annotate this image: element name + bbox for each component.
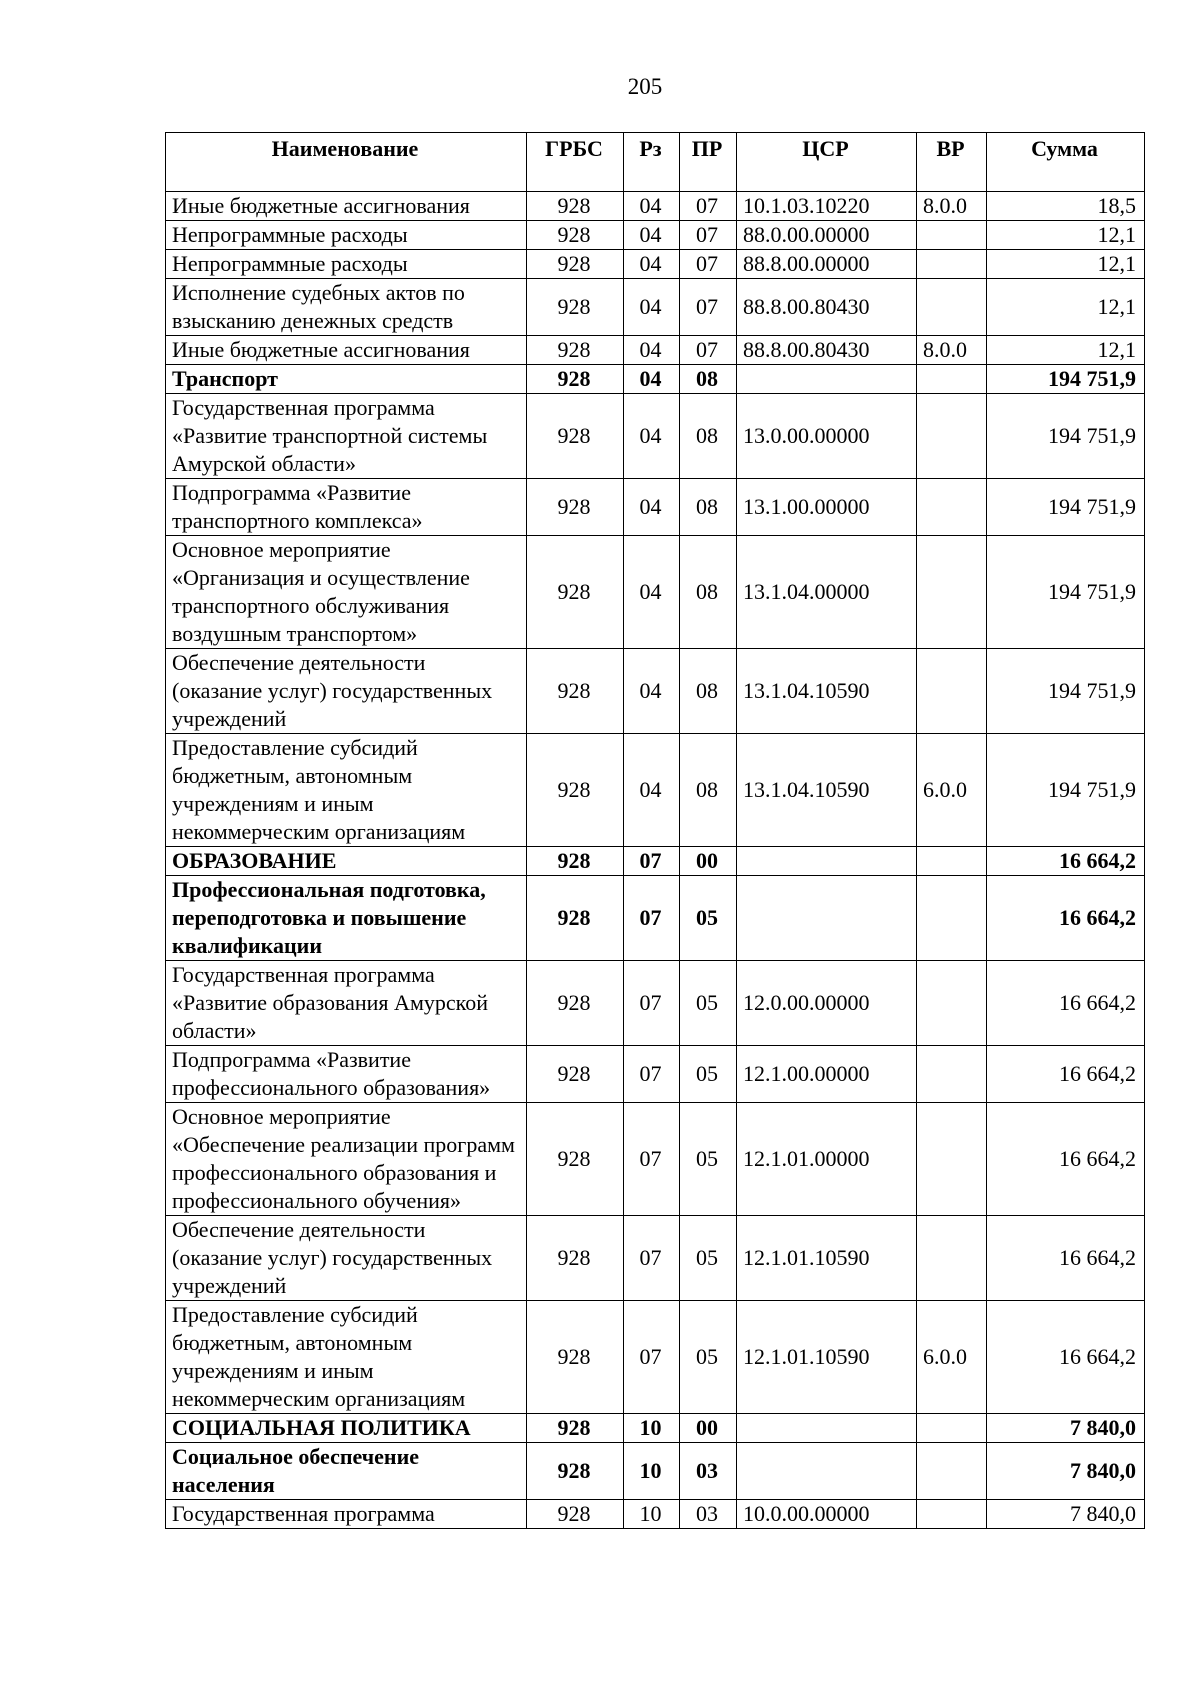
cell-name: Транспорт xyxy=(166,365,527,394)
cell-rz: 10 xyxy=(624,1414,680,1443)
cell-grbs: 928 xyxy=(527,479,624,536)
cell-csr: 13.1.04.00000 xyxy=(737,536,917,649)
cell-vr xyxy=(917,479,987,536)
cell-grbs: 928 xyxy=(527,250,624,279)
cell-rz: 07 xyxy=(624,876,680,961)
cell-sum: 194 751,9 xyxy=(987,479,1145,536)
table-row-section xyxy=(166,365,1145,394)
cell-rz: 04 xyxy=(624,536,680,649)
cell-pr: 00 xyxy=(680,1414,737,1443)
cell-vr xyxy=(917,961,987,1046)
cell-grbs: 928 xyxy=(527,847,624,876)
cell-sum: 12,1 xyxy=(987,250,1145,279)
cell-pr: 05 xyxy=(680,1103,737,1216)
cell-grbs: 928 xyxy=(527,1414,624,1443)
cell-csr: 10.1.03.10220 xyxy=(737,192,917,221)
cell-vr xyxy=(917,876,987,961)
cell-csr: 12.1.01.10590 xyxy=(737,1301,917,1414)
cell-csr xyxy=(737,1414,917,1443)
cell-csr: 88.0.00.00000 xyxy=(737,221,917,250)
table-row xyxy=(166,250,1145,279)
table-row-section xyxy=(166,1414,1145,1443)
cell-name: Подпрограмма «Развитие транспортного комплекса» xyxy=(166,479,527,536)
cell-rz: 04 xyxy=(624,365,680,394)
cell-pr: 07 xyxy=(680,221,737,250)
table-row xyxy=(166,734,1145,847)
cell-vr xyxy=(917,1046,987,1103)
cell-csr xyxy=(737,876,917,961)
cell-name: ОБРАЗОВАНИЕ xyxy=(166,847,527,876)
table-row xyxy=(166,1103,1145,1216)
cell-csr: 10.0.00.00000 xyxy=(737,1500,917,1529)
cell-rz: 04 xyxy=(624,336,680,365)
table-row xyxy=(166,279,1145,336)
header-csr: ЦСР xyxy=(737,133,917,192)
cell-vr xyxy=(917,847,987,876)
page-number: 205 xyxy=(627,74,663,99)
cell-name: Основное мероприятие «Обеспечение реализации программ профессионального образования и профессионального обучения» xyxy=(166,1103,527,1216)
table-row xyxy=(166,394,1145,479)
table-row xyxy=(166,1216,1145,1301)
cell-pr: 03 xyxy=(680,1500,737,1529)
cell-sum: 194 751,9 xyxy=(987,365,1145,394)
cell-grbs: 928 xyxy=(527,221,624,250)
cell-vr xyxy=(917,250,987,279)
cell-sum: 7 840,0 xyxy=(987,1414,1145,1443)
cell-vr xyxy=(917,1414,987,1443)
cell-grbs: 928 xyxy=(527,961,624,1046)
table-body xyxy=(166,192,1145,1529)
cell-name: Исполнение судебных актов по взысканию денежных средств xyxy=(166,279,527,336)
cell-vr xyxy=(917,1443,987,1500)
cell-csr: 13.1.04.10590 xyxy=(737,734,917,847)
table-row xyxy=(166,536,1145,649)
cell-grbs: 928 xyxy=(527,876,624,961)
cell-pr: 08 xyxy=(680,734,737,847)
cell-vr xyxy=(917,365,987,394)
cell-name: Обеспечение деятельности (оказание услуг) государственных учреждений xyxy=(166,1216,527,1301)
cell-pr: 08 xyxy=(680,365,737,394)
cell-csr: 13.1.04.10590 xyxy=(737,649,917,734)
cell-rz: 04 xyxy=(624,734,680,847)
cell-csr: 13.1.00.00000 xyxy=(737,479,917,536)
cell-name: Основное мероприятие «Организация и осуществление транспортного обслуживания воздушным транспортом» xyxy=(166,536,527,649)
header-sum: Сумма xyxy=(987,133,1145,192)
header-name: Наименование xyxy=(166,133,527,192)
cell-vr xyxy=(917,536,987,649)
cell-csr: 88.8.00.80430 xyxy=(737,279,917,336)
cell-vr xyxy=(917,1103,987,1216)
cell-rz: 04 xyxy=(624,250,680,279)
cell-name: СОЦИАЛЬНАЯ ПОЛИТИКА xyxy=(166,1414,527,1443)
table-row xyxy=(166,336,1145,365)
cell-csr: 12.1.00.00000 xyxy=(737,1046,917,1103)
cell-sum: 12,1 xyxy=(987,279,1145,336)
cell-rz: 07 xyxy=(624,1301,680,1414)
cell-pr: 05 xyxy=(680,961,737,1046)
table-row xyxy=(166,192,1145,221)
cell-pr: 07 xyxy=(680,192,737,221)
cell-name: Иные бюджетные ассигнования xyxy=(166,192,527,221)
cell-vr: 6.0.0 xyxy=(917,1301,987,1414)
cell-grbs: 928 xyxy=(527,394,624,479)
table-row xyxy=(166,1500,1145,1529)
cell-vr xyxy=(917,1216,987,1301)
cell-grbs: 928 xyxy=(527,1443,624,1500)
cell-rz: 07 xyxy=(624,1216,680,1301)
cell-name: Иные бюджетные ассигнования xyxy=(166,336,527,365)
cell-name: Предоставление субсидий бюджетным, автономным учреждениям и иным некоммерческим организациям xyxy=(166,734,527,847)
table-row xyxy=(166,479,1145,536)
cell-grbs: 928 xyxy=(527,1216,624,1301)
cell-pr: 08 xyxy=(680,479,737,536)
header-pr: ПР xyxy=(680,133,737,192)
cell-vr xyxy=(917,221,987,250)
cell-grbs: 928 xyxy=(527,536,624,649)
cell-pr: 05 xyxy=(680,1046,737,1103)
cell-grbs: 928 xyxy=(527,1046,624,1103)
cell-rz: 07 xyxy=(624,961,680,1046)
cell-pr: 07 xyxy=(680,279,737,336)
cell-pr: 05 xyxy=(680,876,737,961)
cell-pr: 08 xyxy=(680,649,737,734)
cell-name: Социальное обеспечение населения xyxy=(166,1443,527,1500)
cell-vr: 8.0.0 xyxy=(917,192,987,221)
cell-csr: 12.0.00.00000 xyxy=(737,961,917,1046)
cell-sum: 18,5 xyxy=(987,192,1145,221)
cell-name: Государственная программа «Развитие транспортной системы Амурской области» xyxy=(166,394,527,479)
cell-grbs: 928 xyxy=(527,365,624,394)
cell-sum: 16 664,2 xyxy=(987,876,1145,961)
cell-csr xyxy=(737,847,917,876)
cell-rz: 04 xyxy=(624,649,680,734)
cell-vr xyxy=(917,394,987,479)
cell-pr: 03 xyxy=(680,1443,737,1500)
table-row-section xyxy=(166,847,1145,876)
table-row xyxy=(166,1046,1145,1103)
header-rz: Рз xyxy=(624,133,680,192)
cell-name: Непрограммные расходы xyxy=(166,221,527,250)
cell-sum: 12,1 xyxy=(987,221,1145,250)
cell-vr: 6.0.0 xyxy=(917,734,987,847)
cell-csr: 88.8.00.80430 xyxy=(737,336,917,365)
cell-sum: 194 751,9 xyxy=(987,536,1145,649)
table-header-row xyxy=(166,133,1145,192)
table-row xyxy=(166,649,1145,734)
cell-pr: 05 xyxy=(680,1216,737,1301)
cell-sum: 16 664,2 xyxy=(987,1301,1145,1414)
cell-name: Профессиональная подготовка, переподготовка и повышение квалификации xyxy=(166,876,527,961)
cell-vr xyxy=(917,1500,987,1529)
cell-sum: 7 840,0 xyxy=(987,1443,1145,1500)
table-row-section xyxy=(166,1443,1145,1500)
budget-table xyxy=(165,132,1145,1529)
cell-grbs: 928 xyxy=(527,192,624,221)
cell-pr: 08 xyxy=(680,536,737,649)
header-grbs: ГРБС xyxy=(527,133,624,192)
cell-pr: 07 xyxy=(680,250,737,279)
cell-pr: 00 xyxy=(680,847,737,876)
table-row xyxy=(166,221,1145,250)
cell-grbs: 928 xyxy=(527,734,624,847)
cell-sum: 16 664,2 xyxy=(987,847,1145,876)
cell-rz: 04 xyxy=(624,192,680,221)
cell-sum: 16 664,2 xyxy=(987,1046,1145,1103)
cell-rz: 04 xyxy=(624,279,680,336)
cell-vr xyxy=(917,649,987,734)
table-row-section xyxy=(166,876,1145,961)
cell-grbs: 928 xyxy=(527,336,624,365)
cell-rz: 07 xyxy=(624,1046,680,1103)
cell-name: Государственная программа «Развитие образования Амурской области» xyxy=(166,961,527,1046)
cell-name: Непрограммные расходы xyxy=(166,250,527,279)
cell-csr: 12.1.01.10590 xyxy=(737,1216,917,1301)
cell-vr xyxy=(917,279,987,336)
cell-rz: 07 xyxy=(624,1103,680,1216)
cell-sum: 16 664,2 xyxy=(987,961,1145,1046)
cell-rz: 07 xyxy=(624,847,680,876)
cell-rz: 10 xyxy=(624,1443,680,1500)
cell-grbs: 928 xyxy=(527,1500,624,1529)
cell-sum: 16 664,2 xyxy=(987,1103,1145,1216)
cell-name: Государственная программа xyxy=(166,1500,527,1529)
cell-csr xyxy=(737,1443,917,1500)
cell-name: Подпрограмма «Развитие профессионального образования» xyxy=(166,1046,527,1103)
cell-sum: 194 751,9 xyxy=(987,394,1145,479)
cell-rz: 04 xyxy=(624,394,680,479)
cell-grbs: 928 xyxy=(527,1103,624,1216)
cell-grbs: 928 xyxy=(527,279,624,336)
cell-sum: 12,1 xyxy=(987,336,1145,365)
cell-name: Обеспечение деятельности (оказание услуг) государственных учреждений xyxy=(166,649,527,734)
cell-vr: 8.0.0 xyxy=(917,336,987,365)
cell-sum: 16 664,2 xyxy=(987,1216,1145,1301)
cell-rz: 04 xyxy=(624,479,680,536)
cell-csr: 12.1.01.00000 xyxy=(737,1103,917,1216)
cell-pr: 07 xyxy=(680,336,737,365)
cell-sum: 7 840,0 xyxy=(987,1500,1145,1529)
header-vr: ВР xyxy=(917,133,987,192)
cell-rz: 10 xyxy=(624,1500,680,1529)
table-row xyxy=(166,1301,1145,1414)
cell-pr: 08 xyxy=(680,394,737,479)
cell-name: Предоставление субсидий бюджетным, автономным учреждениям и иным некоммерческим организациям xyxy=(166,1301,527,1414)
cell-sum: 194 751,9 xyxy=(987,649,1145,734)
cell-csr: 13.0.00.00000 xyxy=(737,394,917,479)
cell-csr: 88.8.00.00000 xyxy=(737,250,917,279)
table-row xyxy=(166,961,1145,1046)
cell-sum: 194 751,9 xyxy=(987,734,1145,847)
cell-grbs: 928 xyxy=(527,649,624,734)
cell-grbs: 928 xyxy=(527,1301,624,1414)
cell-csr xyxy=(737,365,917,394)
cell-pr: 05 xyxy=(680,1301,737,1414)
cell-rz: 04 xyxy=(624,221,680,250)
